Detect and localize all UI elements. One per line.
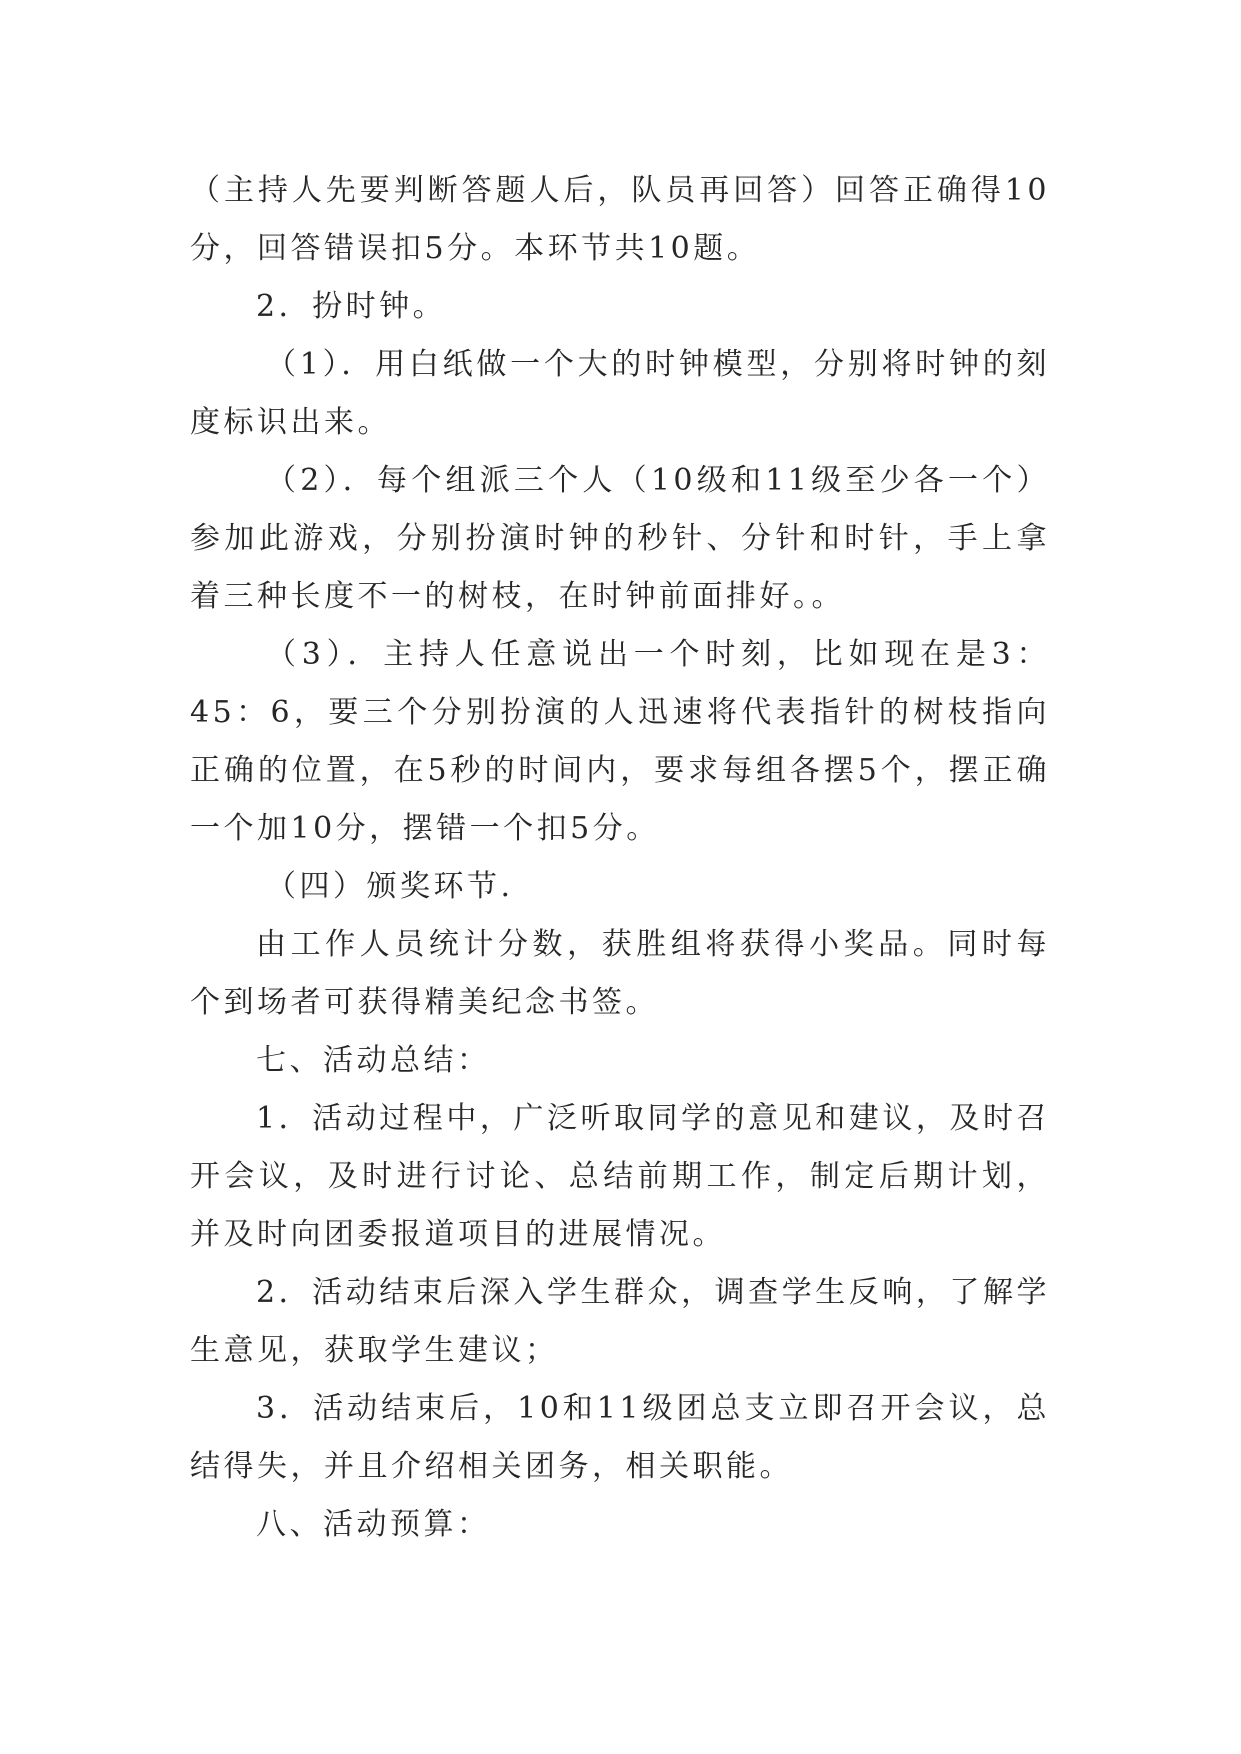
paragraph-clock-step-1: （1）．用白纸做一个大的时钟模型，分别将时钟的刻度标识出来。	[190, 347, 1050, 440]
section-heading-summary: 七、活动总结：	[256, 1043, 491, 1078]
paragraph-summary-2: 2．活动结束后深入学生群众，调查学生反响，了解学生意见，获取学生建议；	[190, 1275, 1050, 1368]
paragraph-award-heading: （四）颁奖环节.	[266, 869, 514, 904]
paragraph-award-details: 由工作人员统计分数，获胜组将获得小奖品。同时每个到场者可获得精美纪念书签。	[190, 927, 1050, 1020]
paragraph-answer-rules: （主持人先要判断答题人后，队员再回答）回答正确得10分，回答错误扣5分。本环节共10题。	[190, 173, 1050, 266]
section-heading-budget: 八、活动预算：	[256, 1507, 491, 1542]
paragraph-clock-game-heading: 2．扮时钟。	[256, 289, 447, 324]
paragraph-clock-step-3: （3）．主持人任意说出一个时刻，比如现在是3：45：6，要三个分别扮演的人迅速将代表指针的树枝指向正确的位置，在5秒的时间内，要求每组各摆5个，摆正确一个加10分，摆错一个扣5分。	[190, 637, 1050, 846]
paragraph-summary-1: 1．活动过程中，广泛听取同学的意见和建议，及时召开会议，及时进行讨论、总结前期工作，制定后期计划，并及时向团委报道项目的进展情况。	[190, 1101, 1050, 1252]
document-body	[190, 162, 1050, 1554]
paragraph-summary-3: 3．活动结束后，10和11级团总支立即召开会议，总结得失，并且介绍相关团务，相关职能。	[190, 1391, 1050, 1484]
paragraph-clock-step-2: （2）．每个组派三个人（10级和11级至少各一个）参加此游戏，分别扮演时钟的秒针、分针和时针，手上拿着三种长度不一的树枝，在时钟前面排好。。	[190, 463, 1050, 614]
